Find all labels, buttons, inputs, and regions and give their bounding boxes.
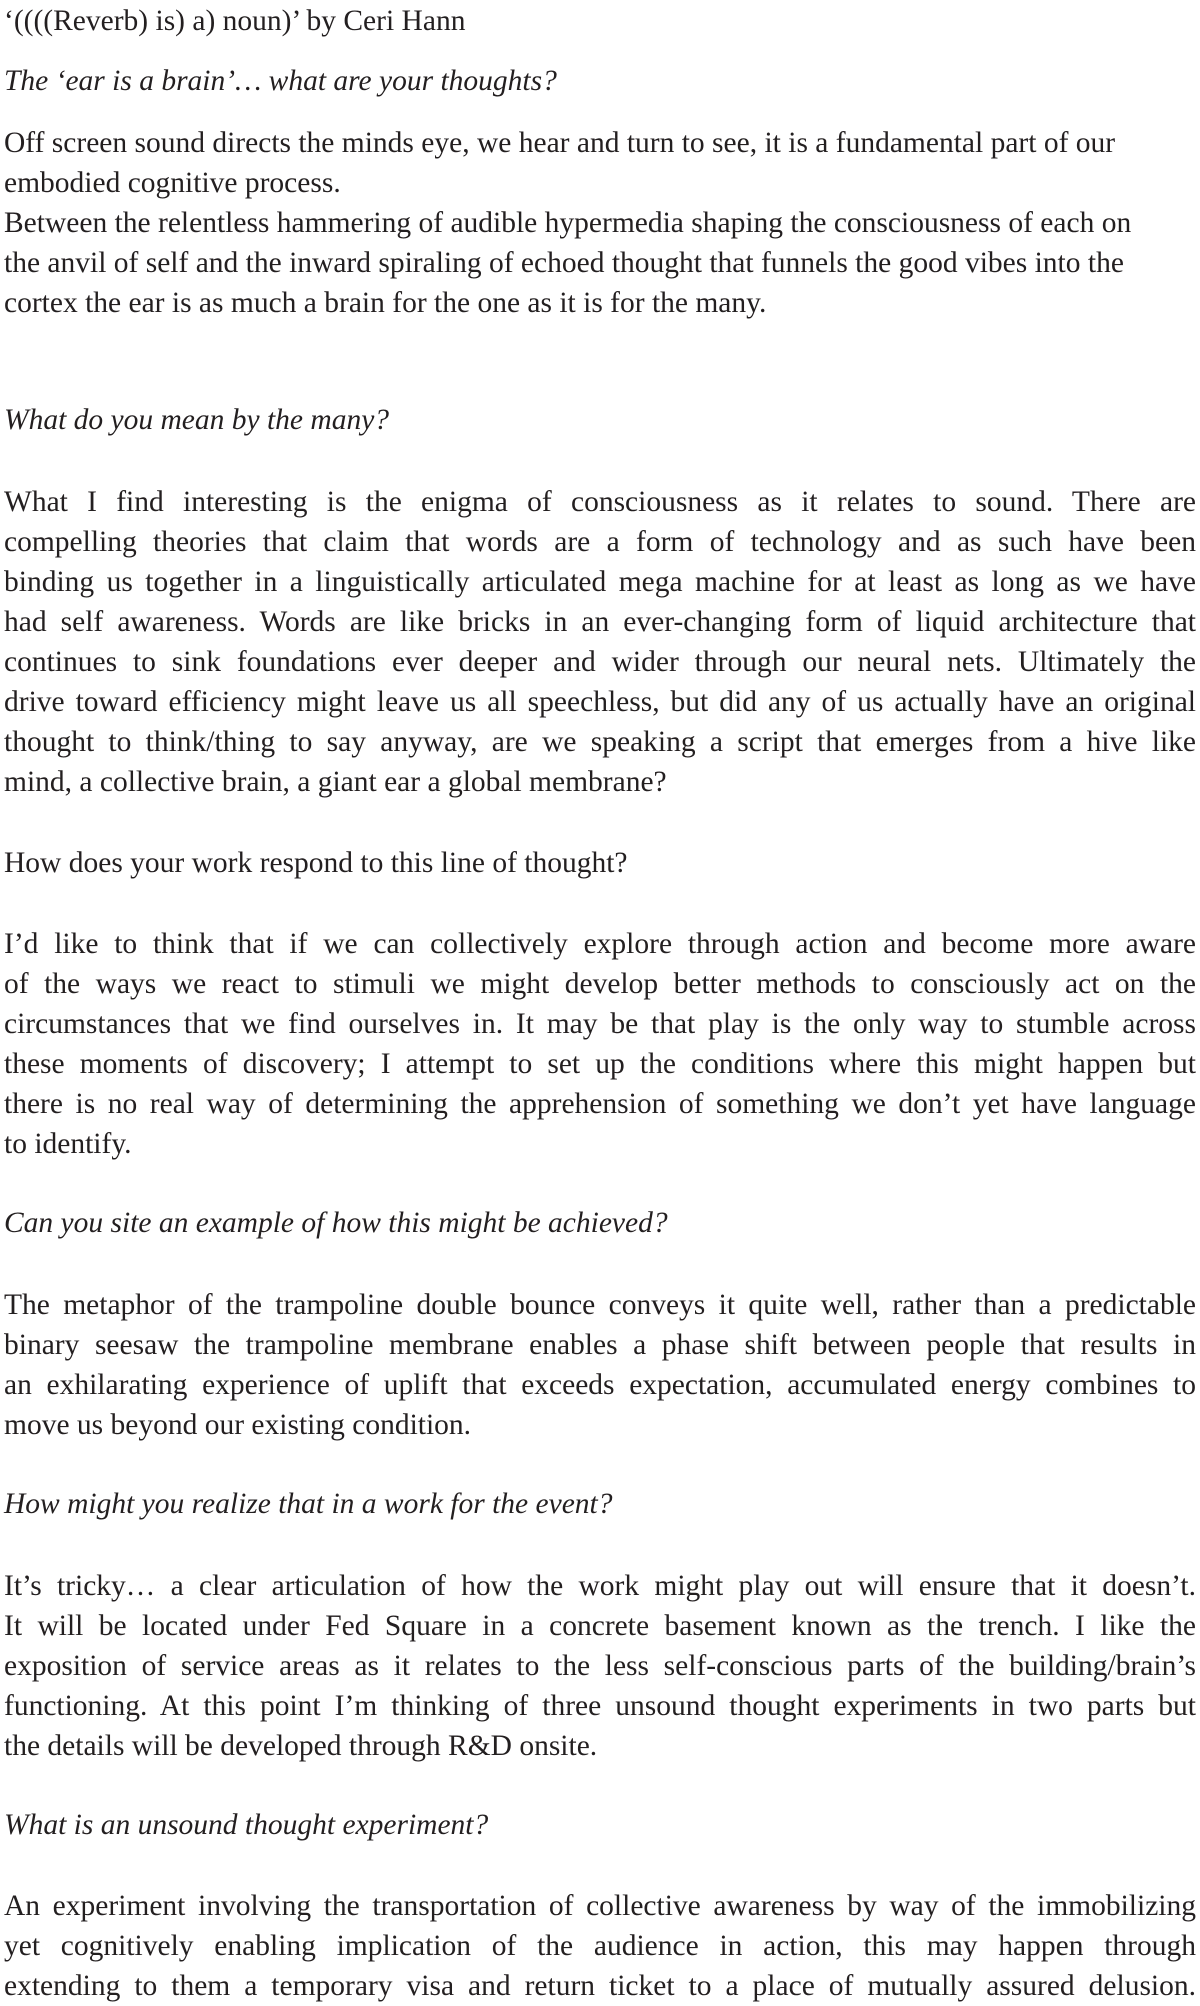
- answer-0-line: Off screen sound directs the minds eye, we hear and turn to see, it is a fundamental part of our: [4, 127, 1116, 159]
- answer-2-line: circumstances that we find ourselves in. It may be that play is the only way to stumble across: [4, 1008, 1196, 1040]
- answer-4-line: It’s tricky… a clear articulation of how the work might play out will ensure that it doesn’t.: [4, 1570, 1196, 1602]
- answer-0: [4, 123, 1196, 323]
- answer-1-line: thought to think/thing to say anyway, are we speaking a script that emerges from a hive like: [4, 726, 1196, 758]
- answer-0-line: cortex the ear is as much a brain for the one as it is for the many.: [4, 287, 767, 319]
- answer-2-line: these moments of discovery; I attempt to set up the conditions where this might happen but: [4, 1048, 1196, 1080]
- answer-3: [4, 1285, 1196, 1445]
- answer-2: [4, 924, 1196, 1164]
- answer-0-line: embodied cognitive process.: [4, 167, 341, 199]
- answer-3-line: binary seesaw the trampoline membrane enables a phase shift between people that results in: [4, 1329, 1196, 1361]
- answer-2-line: to identify.: [4, 1128, 132, 1160]
- answer-1: [4, 482, 1196, 802]
- answer-4-line: functioning. At this point I’m thinking of three unsound thought experiments in two parts but: [4, 1690, 1196, 1722]
- answer-4-line: the details will be developed through R&D onsite.: [4, 1730, 598, 1762]
- answer-5-line: An experiment involving the transportation of collective awareness by way of the immobilizing: [4, 1890, 1196, 1922]
- answer-1-line: had self awareness. Words are like bricks in an ever-changing form of liquid architecture that: [4, 606, 1196, 638]
- answer-3-line: The metaphor of the trampoline double bounce conveys it quite well, rather than a predictable: [4, 1289, 1196, 1321]
- answer-5: [4, 1886, 1196, 2006]
- question-4: How might you realize that in a work for the event?: [4, 1488, 613, 1520]
- answer-5-line: yet cognitively enabling implication of the audience in action, this may happen through: [4, 1930, 1196, 1962]
- answer-0-line: Between the relentless hammering of audible hypermedia shaping the consciousness of each on: [4, 207, 1132, 239]
- answer-3-line: move us beyond our existing condition.: [4, 1409, 472, 1441]
- answer-2-line: I’d like to think that if we can collectively explore through action and become more aware: [4, 928, 1196, 960]
- answer-1-line: binding us together in a linguistically articulated mega machine for at least as long as we have: [4, 566, 1196, 598]
- answer-2-line: of the ways we react to stimuli we might develop better methods to consciously act on the: [4, 968, 1196, 1000]
- answer-4-line: It will be located under Fed Square in a concrete basement known as the trench. I like the: [4, 1610, 1196, 1642]
- answer-4-line: exposition of service areas as it relates to the less self-conscious parts of the building/brain’s: [4, 1650, 1196, 1682]
- answer-1-line: compelling theories that claim that words are a form of technology and as such have been: [4, 526, 1196, 558]
- answer-5-line: extending to them a temporary visa and return ticket to a place of mutually assured delusion.: [4, 1970, 1196, 2002]
- question-0: The ‘ear is a brain’… what are your thoughts?: [4, 65, 557, 97]
- question-2: How does your work respond to this line of thought?: [4, 847, 628, 879]
- question-3: Can you site an example of how this might be achieved?: [4, 1207, 668, 1239]
- answer-4: [4, 1566, 1196, 1766]
- answer-0-line: the anvil of self and the inward spiraling of echoed thought that funnels the good vibes into the: [4, 247, 1124, 279]
- answer-1-line: What I find interesting is the enigma of consciousness as it relates to sound. There are: [4, 486, 1196, 518]
- answer-1-line: drive toward efficiency might leave us all speechless, but did any of us actually have an original: [4, 686, 1196, 718]
- document-title: ‘((((Reverb) is) a) noun)’ by Ceri Hann: [4, 5, 466, 37]
- question-1: What do you mean by the many?: [4, 404, 390, 436]
- answer-1-line: mind, a collective brain, a giant ear a global membrane?: [4, 766, 667, 798]
- answer-3-line: an exhilarating experience of uplift that exceeds expectation, accumulated energy combines to: [4, 1369, 1196, 1401]
- question-5: What is an unsound thought experiment?: [4, 1809, 489, 1841]
- answer-2-line: there is no real way of determining the apprehension of something we don’t yet have language: [4, 1088, 1196, 1120]
- answer-1-line: continues to sink foundations ever deeper and wider through our neural nets. Ultimately the: [4, 646, 1196, 678]
